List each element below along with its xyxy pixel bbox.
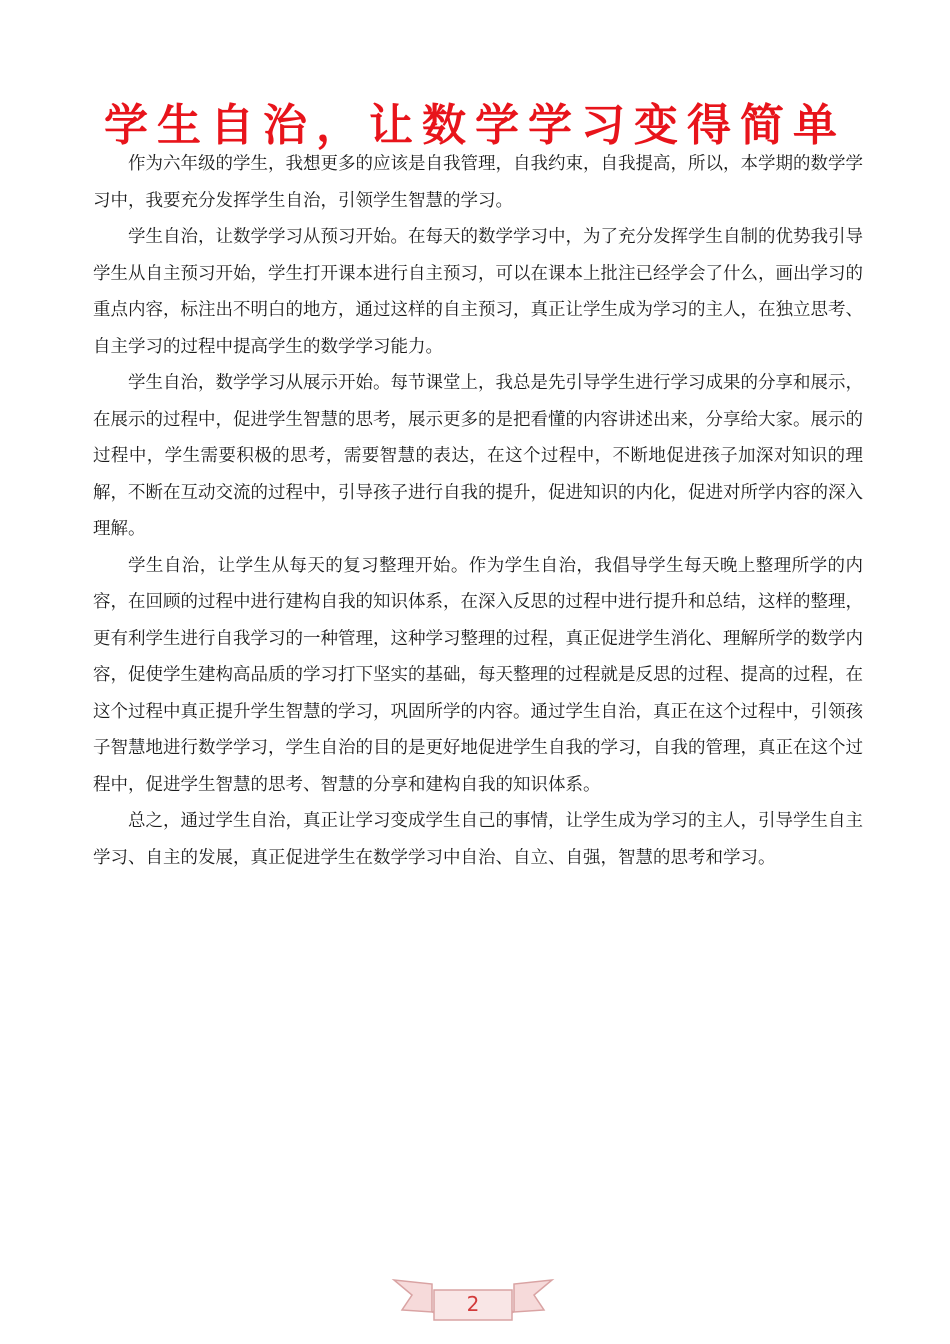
document-body	[93, 146, 863, 876]
paragraph-review: 学生自治，让学生从每天的复习整理开始。作为学生自治，我倡导学生每天晚上整理所学的内容，在回顾的过程中进行建构自我的知识体系，在深入反思的过程中进行提升和总结，这样的整理，更有利学生进行自我学习的一种管理，这种学习整理的过程，真正促进学生消化、理解所学的数学内容，促使学生建构高品质的学习打下坚实的基础，每天整理的过程就是反思的过程、提高的过程，在这个过程中真正提升学生智慧的学习，巩固所学的内容。通过学生自治，真正在这个过程中，引领孩子智慧地进行数学学习，学生自治的目的是更好地促进学生自我的学习，自我的管理，真正在这个过程中，促进学生智慧的思考、智慧的分享和建构自我的知识体系。	[93, 555, 863, 795]
paragraph-preview: 学生自治，让数学学习从预习开始。在每天的数学学习中，为了充分发挥学生自制的优势我引导学生从自主预习开始，学生打开课本进行自主预习，可以在课本上批注已经学会了什么，画出学习的重点内容，标注出不明白的地方，通过这样的自主预习，真正让学生成为学习的主人，在独立思考、自主学习的过程中提高学生的数学学习能力。	[93, 227, 863, 357]
document-title: 学生自治，让数学学习变得简单	[104, 100, 846, 151]
paragraph-intro: 作为六年级的学生，我想更多的应该是自我管理，自我约束，自我提高，所以，本学期的数学学习中，我要充分发挥学生自治，引领学生智慧的学习。	[93, 154, 863, 211]
page-footer	[388, 1270, 558, 1340]
page-number: 2	[466, 1292, 480, 1316]
paragraph-presentation: 学生自治，数学学习从展示开始。每节课堂上，我总是先引导学生进行学习成果的分享和展示，在展示的过程中，促进学生智慧的思考，展示更多的是把看懂的内容讲述出来，分享给大家。展示的过程中，学生需要积极的思考，需要智慧的表达，在这个过程中，不断地促进孩子加深对知识的理解，不断在互动交流的过程中，引导孩子进行自我的提升，促进知识的内化，促进对所学内容的深入理解。	[93, 373, 863, 539]
paragraph-conclusion: 总之，通过学生自治，真正让学习变成学生自己的事情，让学生成为学习的主人，引导学生自主学习、自主的发展，真正促进学生在数学学习中自治、自立、自强，智慧的思考和学习。	[93, 811, 863, 868]
